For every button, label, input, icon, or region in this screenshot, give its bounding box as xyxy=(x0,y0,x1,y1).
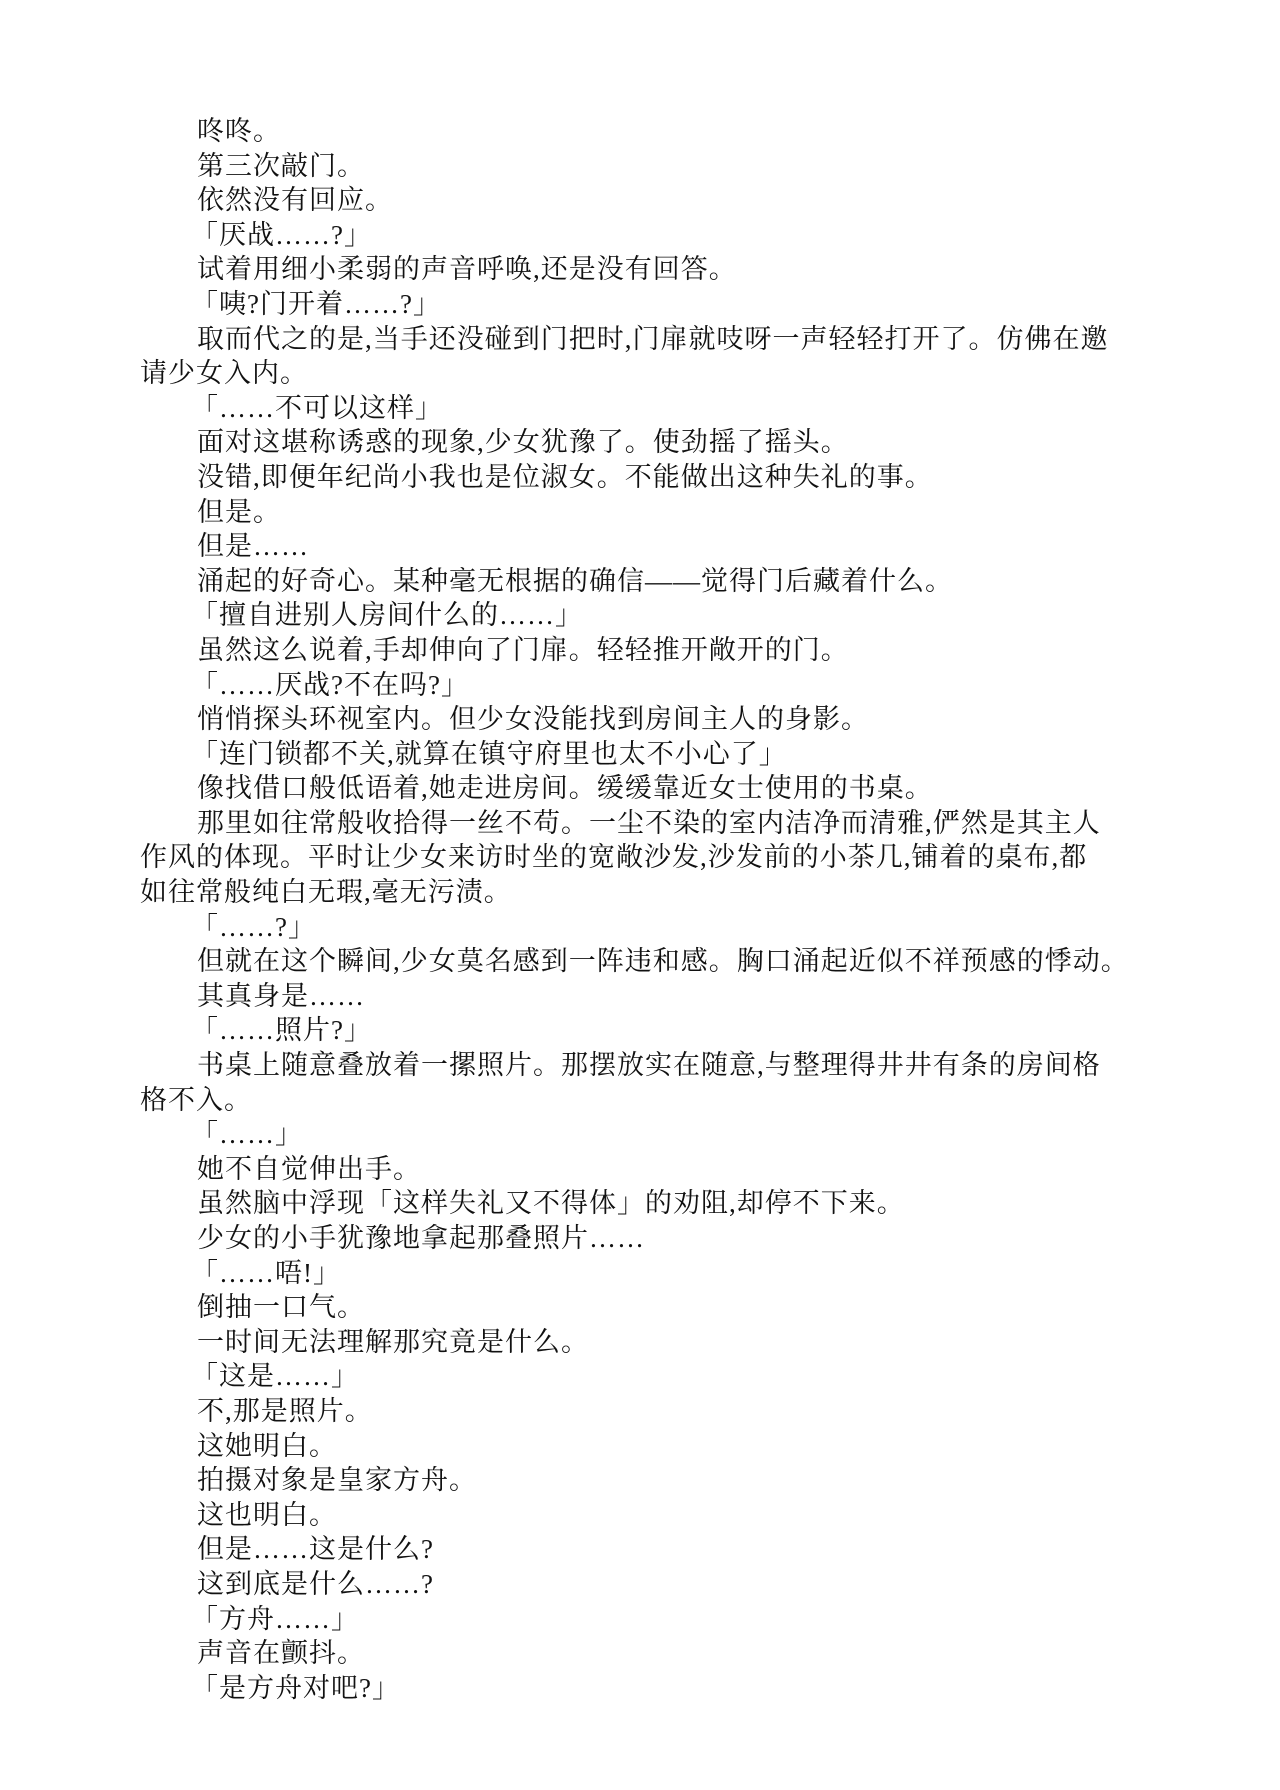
text-line: 一时间无法理解那究竟是什么。 xyxy=(197,1326,589,1357)
text-line: 第三次敲门。 xyxy=(197,150,365,181)
text-line: 「是方舟对吧?」 xyxy=(191,1672,400,1703)
text-line: 依然没有回应。 xyxy=(197,185,393,216)
text-line: 但是…… xyxy=(197,531,309,562)
text-line: 声音在颤抖。 xyxy=(197,1638,365,1669)
text-line: 这到底是什么……? xyxy=(197,1568,434,1599)
text-line: 作风的体现。平时让少女来访时坐的宽敞沙发,沙发前的小茶几,铺着的桌布,都 xyxy=(140,842,1088,873)
text-line: 但是。 xyxy=(197,496,281,527)
text-line: 倒抽一口气。 xyxy=(197,1292,365,1323)
text-line: 但就在这个瞬间,少女莫名感到一阵违和感。胸口涌起近似不祥预感的悸动。 xyxy=(197,946,1129,977)
text-line: 但是……这是什么? xyxy=(197,1534,434,1565)
text-line: 这也明白。 xyxy=(197,1499,337,1530)
text-line: 「这是……」 xyxy=(191,1361,359,1392)
text-line: 如往常般纯白无瑕,毫无污渍。 xyxy=(140,877,512,908)
text-line: 取而代之的是,当手还没碰到门把时,门扉就吱呀一声轻轻打开了。仿佛在邀 xyxy=(197,323,1109,354)
text-line: 虽然这么说着,手却伸向了门扉。轻轻推开敞开的门。 xyxy=(197,634,849,665)
text-line: 「……厌战?不在吗?」 xyxy=(191,669,469,700)
text-line: 「咦?门开着……?」 xyxy=(191,288,441,319)
text-line: 「方舟……」 xyxy=(191,1603,359,1634)
page-text xyxy=(140,114,1145,1705)
text-line: 虽然脑中浮现「这样失礼又不得体」的劝阻,却停不下来。 xyxy=(197,1188,905,1219)
text-line: 她不自觉伸出手。 xyxy=(197,1153,421,1184)
text-line: 格不入。 xyxy=(140,1084,252,1115)
text-line: 这她明白。 xyxy=(197,1430,337,1461)
text-line: 拍摄对象是皇家方舟。 xyxy=(197,1465,477,1496)
text-line: 那里如往常般收拾得一丝不苟。一尘不染的室内洁净而清雅,俨然是其主人 xyxy=(197,807,1101,838)
text-line: 「擅自进别人房间什么的……」 xyxy=(191,600,583,631)
text-line: 「连门锁都不关,就算在镇守府里也太不小心了」 xyxy=(191,738,787,769)
text-line: 「……照片?」 xyxy=(191,1015,372,1046)
text-line: 咚咚。 xyxy=(197,116,281,146)
text-line: 「厌战……?」 xyxy=(191,219,372,250)
text-line: 试着用细小柔弱的声音呼唤,还是没有回答。 xyxy=(197,254,737,285)
text-line: 其真身是…… xyxy=(197,980,365,1011)
text-line: 「……唔!」 xyxy=(191,1257,341,1288)
text-line: 请少女入内。 xyxy=(140,358,308,389)
text-line: 不,那是照片。 xyxy=(197,1395,373,1426)
text-line: 面对这堪称诱惑的现象,少女犹豫了。使劲摇了摇头。 xyxy=(197,427,849,458)
text-line: 像找借口般低语着,她走进房间。缓缓靠近女士使用的书桌。 xyxy=(197,773,933,804)
text-line: 少女的小手犹豫地拿起那叠照片…… xyxy=(197,1223,645,1253)
text-line: 涌起的好奇心。某种毫无根据的确信——觉得门后藏着什么。 xyxy=(197,565,953,596)
text-line: 「……不可以这样」 xyxy=(191,392,443,423)
text-line: 「……?」 xyxy=(191,911,316,942)
text-line: 悄悄探头环视室内。但少女没能找到房间主人的身影。 xyxy=(197,704,869,735)
text-line: 「……」 xyxy=(191,1119,303,1150)
text-line: 书桌上随意叠放着一摞照片。那摆放实在随意,与整理得井井有条的房间格 xyxy=(197,1050,1101,1081)
text-line: 没错,即便年纪尚小我也是位淑女。不能做出这种失礼的事。 xyxy=(197,461,933,492)
